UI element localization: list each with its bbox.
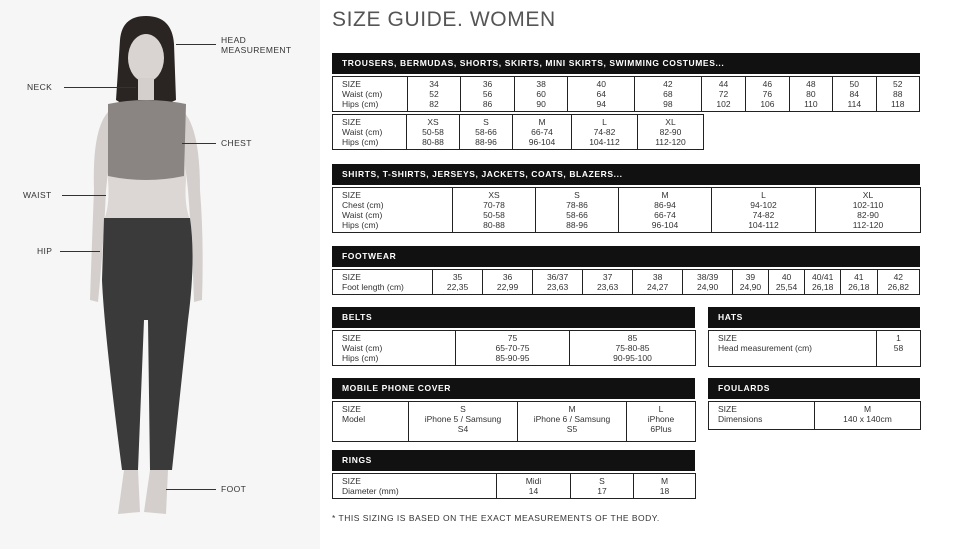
size-cell: XL 102-110 82-90 112-120 bbox=[816, 188, 921, 233]
table-row bbox=[333, 402, 696, 442]
size-table-belts bbox=[332, 330, 696, 366]
size-cell: L 94-102 74-82 104-112 bbox=[712, 188, 816, 233]
section-rings bbox=[332, 450, 695, 499]
size-cell: M 140 x 140cm bbox=[815, 402, 921, 430]
size-table-rings bbox=[332, 473, 696, 499]
size-cell: 85 75-80-85 90-95-100 bbox=[570, 331, 696, 366]
size-cell: 48 80 110 bbox=[789, 77, 832, 112]
size-cell: 36 56 86 bbox=[461, 77, 515, 112]
size-cell: M 18 bbox=[634, 474, 696, 499]
size-cell: 75 65-70-75 85-90-95 bbox=[456, 331, 570, 366]
size-table-hats bbox=[708, 330, 921, 367]
label-neck: NECK bbox=[27, 82, 53, 92]
model-photo-area bbox=[0, 0, 320, 549]
section-header: HATS bbox=[708, 307, 920, 328]
row-labels: SIZE Foot length (cm) bbox=[333, 270, 433, 295]
section-mobile-phone-cover bbox=[332, 378, 695, 442]
table-row bbox=[709, 402, 921, 430]
table-row bbox=[333, 77, 920, 112]
section-header: SHIRTS, T-SHIRTS, JERSEYS, JACKETS, COATS, BLAZERS... bbox=[332, 164, 920, 185]
size-cell: 41 26,18 bbox=[840, 270, 877, 295]
section-foulards bbox=[708, 378, 920, 430]
size-cell: 44 72 102 bbox=[701, 77, 745, 112]
size-cell: 40 25,54 bbox=[768, 270, 805, 295]
size-cell: M iPhone 6 / Samsung S5 bbox=[518, 402, 627, 442]
size-cell: 37 23,63 bbox=[583, 270, 633, 295]
size-cell: 36/37 23,63 bbox=[533, 270, 583, 295]
section-hats bbox=[708, 307, 920, 367]
size-cell: 50 84 114 bbox=[833, 77, 876, 112]
row-labels: SIZE Model bbox=[333, 402, 409, 442]
label-chest: CHEST bbox=[221, 138, 252, 148]
size-cell: 46 76 106 bbox=[746, 77, 789, 112]
size-cell: 38 60 90 bbox=[514, 77, 568, 112]
section-header: FOOTWEAR bbox=[332, 246, 920, 267]
row-labels: SIZE Waist (cm) Hips (cm) bbox=[333, 331, 456, 366]
line-head bbox=[176, 44, 216, 45]
size-table-shirts bbox=[332, 187, 921, 233]
section-header: FOULARDS bbox=[708, 378, 920, 399]
size-table-foulards bbox=[708, 401, 921, 430]
table-row bbox=[333, 188, 921, 233]
section-header: RINGS bbox=[332, 450, 695, 471]
size-cell: S 58-66 88-96 bbox=[460, 115, 513, 150]
line-foot bbox=[166, 489, 216, 490]
size-cell: 39 24,90 bbox=[733, 270, 769, 295]
table-row bbox=[333, 331, 696, 366]
size-cell: S iPhone 5 / Samsung S4 bbox=[409, 402, 518, 442]
line-hip bbox=[60, 251, 100, 252]
size-cell: 36 22,99 bbox=[483, 270, 533, 295]
row-labels: SIZE Chest (cm) Waist (cm) Hips (cm) bbox=[333, 188, 453, 233]
line-chest bbox=[182, 143, 216, 144]
section-header: TROUSERS, BERMUDAS, SHORTS, SKIRTS, MINI SKIRTS, SWIMMING COSTUMES... bbox=[332, 53, 920, 74]
size-cell: L 74-82 104-112 bbox=[572, 115, 638, 150]
size-cell: 40 64 94 bbox=[568, 77, 635, 112]
row-labels: SIZE Dimensions bbox=[709, 402, 815, 430]
size-cell: S 17 bbox=[571, 474, 634, 499]
size-cell: 40/41 26,18 bbox=[805, 270, 841, 295]
section-shirts bbox=[332, 164, 920, 233]
size-table-trousers-letter bbox=[332, 114, 704, 150]
size-cell: S 78-86 58-66 88-96 bbox=[536, 188, 619, 233]
size-table-mobile bbox=[332, 401, 696, 442]
table-row bbox=[709, 331, 921, 367]
table-row bbox=[333, 115, 704, 150]
size-cell: XS 70-78 50-58 80-88 bbox=[453, 188, 536, 233]
size-cell: 42 26,82 bbox=[877, 270, 919, 295]
section-header: MOBILE PHONE COVER bbox=[332, 378, 695, 399]
section-trousers bbox=[332, 53, 920, 150]
page-title: SIZE GUIDE. WOMEN bbox=[332, 8, 556, 31]
size-cell: 34 52 82 bbox=[407, 77, 461, 112]
section-belts bbox=[332, 307, 695, 366]
size-cell: 38/39 24,90 bbox=[683, 270, 733, 295]
size-cell: Midi 14 bbox=[497, 474, 571, 499]
size-cell: XS 50-58 80-88 bbox=[407, 115, 460, 150]
label-head-measurement: HEAD MEASUREMENT bbox=[221, 35, 292, 55]
label-hip: HIP bbox=[37, 246, 53, 256]
table-row bbox=[333, 270, 920, 295]
size-cell: 35 22,35 bbox=[433, 270, 483, 295]
sizing-footnote: * THIS SIZING IS BASED ON THE EXACT MEASUREMENTS OF THE BODY. bbox=[332, 513, 660, 523]
size-cell: 1 58 bbox=[877, 331, 921, 367]
row-labels: SIZE Diameter (mm) bbox=[333, 474, 497, 499]
size-table-footwear bbox=[332, 269, 920, 295]
label-waist: WAIST bbox=[23, 190, 52, 200]
size-cell: 38 24,27 bbox=[633, 270, 683, 295]
size-table-trousers-numeric bbox=[332, 76, 920, 112]
line-neck bbox=[64, 87, 136, 88]
row-labels: SIZE Waist (cm) Hips (cm) bbox=[333, 115, 407, 150]
row-labels: SIZE Head measurement (cm) bbox=[709, 331, 877, 367]
size-cell: XL 82-90 112-120 bbox=[638, 115, 704, 150]
label-foot: FOOT bbox=[221, 484, 247, 494]
size-cell: 42 68 98 bbox=[635, 77, 702, 112]
table-row bbox=[333, 474, 696, 499]
row-labels: SIZE Waist (cm) Hips (cm) bbox=[333, 77, 408, 112]
size-cell: M 86-94 66-74 96-104 bbox=[619, 188, 712, 233]
section-header: BELTS bbox=[332, 307, 695, 328]
size-cell: 52 88 118 bbox=[876, 77, 920, 112]
size-cell: L iPhone 6Plus bbox=[627, 402, 696, 442]
line-waist bbox=[62, 195, 106, 196]
size-cell: M 66-74 96-104 bbox=[513, 115, 572, 150]
section-footwear bbox=[332, 246, 920, 295]
